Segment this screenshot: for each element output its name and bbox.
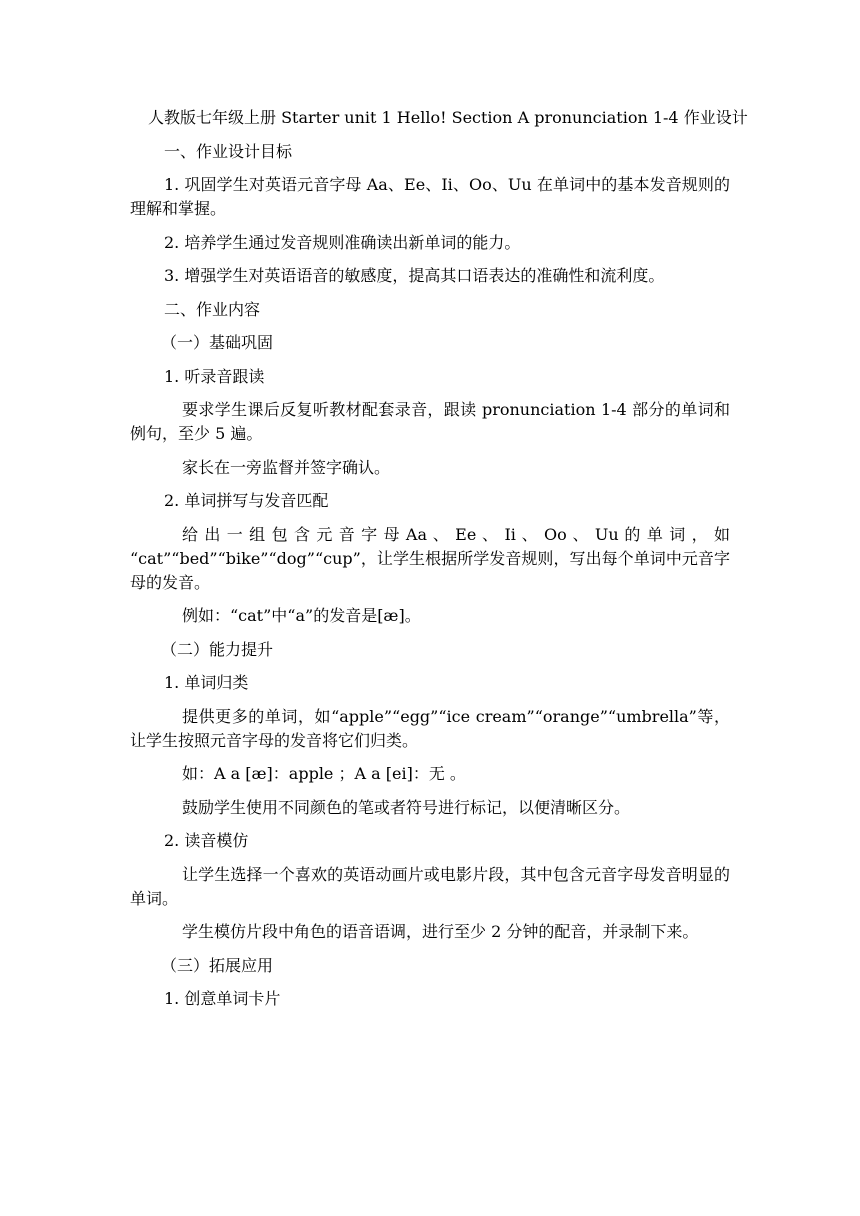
- goal-item-1: 1. 巩固学生对英语元音字母 Aa、Ee、Ii、Oo、Uu 在单词中的基本发音规则的理解和掌握。: [130, 175, 730, 218]
- goal-item-2: 2. 培养学生通过发音规则准确读出新单词的能力。: [164, 232, 521, 252]
- section-heading-goals: 一、作业设计目标: [164, 141, 293, 161]
- basic-item-1-heading: 1. 听录音跟读: [164, 366, 265, 386]
- improve-item-2-text-2: 学生模仿片段中角色的语音语调，进行至少 2 分钟的配音，并录制下来。: [182, 922, 699, 941]
- part-heading-basic: （一）基础巩固: [161, 333, 274, 352]
- basic-item-2-heading: 2. 单词拼写与发音匹配: [164, 491, 329, 510]
- improve-item-1-text-1: 提供更多的单词，如“apple”“egg”“ice cream”“orange”“umbrella”等，让学生按照元音字母的发音将它们归类。: [130, 706, 730, 750]
- basic-item-1-text-1: 要求学生课后反复听教材配套录音，跟读 pronunciation 1-4 部分的单词和例句，至少 5 遍。: [130, 400, 730, 443]
- document-title: 人教版七年级上册 Starter unit 1 Hello! Section A pronunciation 1-4 作业设计: [148, 108, 748, 127]
- improve-item-1-heading: 1. 单词归类: [164, 673, 249, 692]
- goal-item-3: 3. 增强学生对英语语音的敏感度，提高其口语表达的准确性和流利度。: [164, 266, 665, 285]
- part-heading-improve: （二）能力提升: [161, 639, 274, 659]
- extend-item-1-heading: 1. 创意单词卡片: [164, 989, 281, 1008]
- basic-item-2-text-1: 给 出 一 组 包 含 元 音 字 母 Aa 、 Ee 、 Ii 、 Oo 、 Uu 的 单 词 ， 如 “cat”“bed”“bike”“dog”“cup”，让学生根据所学发音规则，写出每个单词中元音字母的发音。: [130, 524, 730, 592]
- section-heading-content: 二、作业内容: [164, 299, 261, 319]
- improve-item-2-text-1: 让学生选择一个喜欢的英语动画片或电影片段，其中包含元音字母发音明显的单词。: [130, 864, 730, 908]
- improve-item-1-text-2: 如：A a [æ]：apple ；A a [ei]：无 。: [182, 764, 466, 783]
- basic-item-2-text-2: 例如：“cat”中“a”的发音是[æ]。: [182, 606, 421, 625]
- basic-item-1-text-2: 家长在一旁监督并签字确认。: [182, 457, 391, 477]
- part-heading-extend: （三）拓展应用: [161, 955, 274, 975]
- document-page: [130, 106, 748, 1021]
- improve-item-1-text-3: 鼓励学生使用不同颜色的笔或者符号进行标记，以便清晰区分。: [182, 797, 631, 817]
- improve-item-2-heading: 2. 读音模仿: [164, 831, 249, 850]
